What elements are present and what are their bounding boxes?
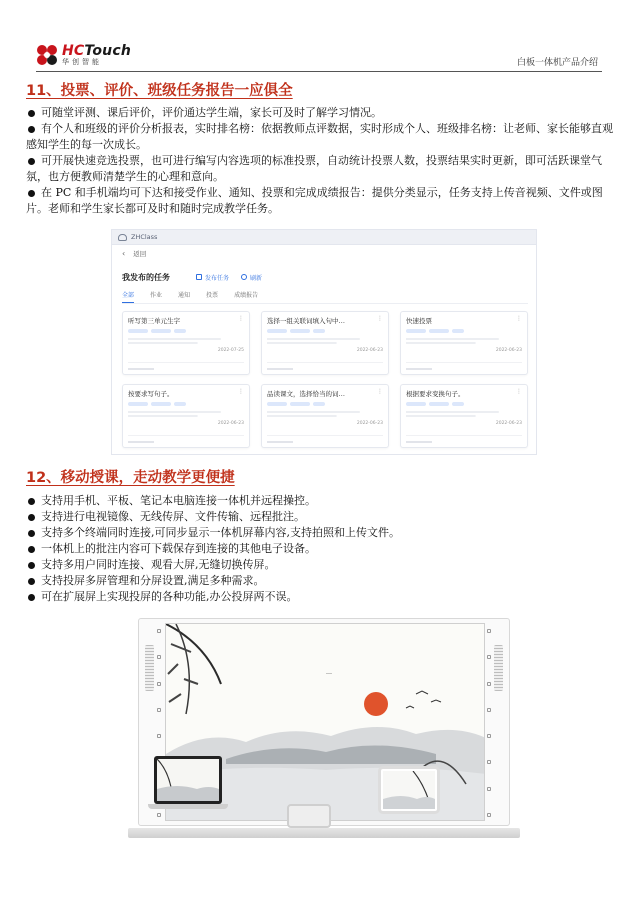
task-card-title: 根据要求变换句子。 xyxy=(406,390,465,398)
brand-name: HCTouch xyxy=(62,43,132,59)
bullet-item: 一体机上的批注内容可下载保存到连接的其他电子设备。 xyxy=(26,541,616,557)
more-icon[interactable]: ⋮ xyxy=(516,388,522,395)
task-footer xyxy=(128,435,244,443)
bullet-dot-icon xyxy=(28,190,35,197)
bullet-dot-icon xyxy=(28,546,35,553)
task-card[interactable] xyxy=(400,311,528,375)
svg-text:…: … xyxy=(326,669,332,676)
task-date: 2022-06-23 xyxy=(356,421,383,426)
hctouch-logo xyxy=(36,44,131,66)
bullet-dot-icon xyxy=(28,110,35,117)
section-12-bullets xyxy=(26,493,616,605)
back-link[interactable]: 返回 xyxy=(133,250,147,258)
bullet-dot-icon xyxy=(28,562,35,569)
bullet-dot-icon xyxy=(28,530,35,537)
bullet-item: 可在扩展屏上实现投屏的各种功能,办公投屏两不误。 xyxy=(26,589,616,605)
section-12-title: 12、移动授课，走动教学更便捷 xyxy=(26,470,235,486)
task-footer xyxy=(406,362,522,370)
task-card-grid xyxy=(122,311,528,448)
task-panel xyxy=(112,262,536,454)
tab-homework[interactable]: 作业 xyxy=(150,292,163,299)
task-date: 2022-06-23 xyxy=(356,348,383,353)
speaker-left-icon xyxy=(145,645,154,691)
page-title: 我发布的任务 xyxy=(122,272,170,282)
task-tags xyxy=(406,402,522,406)
more-icon[interactable]: ⋮ xyxy=(377,315,383,322)
tab-vote[interactable]: 投票 xyxy=(206,292,219,299)
brand-name-cn: 华创智能 xyxy=(62,58,102,66)
more-icon[interactable]: ⋮ xyxy=(238,315,244,322)
bullet-item: 支持多用户同时连接、观看大屏,无缝切换传屏。 xyxy=(26,557,616,573)
task-card[interactable] xyxy=(400,384,528,448)
tab-all[interactable]: 全部 xyxy=(122,290,134,303)
task-tags xyxy=(128,402,244,406)
task-card[interactable] xyxy=(261,384,389,448)
task-tags xyxy=(128,329,244,333)
bullet-item: 可开展快速竞选投票，也可进行编写内容选项的标准投票，自动统计投票人数，投票结果实时更新，即可活跃课堂气氛，也方便教师清楚学生的心理和意向。 xyxy=(26,154,602,183)
bullet-dot-icon xyxy=(28,578,35,585)
task-card-title: 选择一组关联词填入句中… xyxy=(267,317,345,325)
task-card-title: 快速投票 xyxy=(406,317,432,325)
section-11-title: 11、投票、评价、班级任务报告一应俱全 xyxy=(26,83,293,99)
bullet-item: 支持用手机、平板、笔记本电脑连接一体机并远程操控。 xyxy=(26,493,616,509)
bullet-item: 有个人和班级的评价分析报表，实时排名榜：依据教师点评数据，实时形成个人、班级排名榜：让老师、家长能够直观感知学生的每一次成长。 xyxy=(26,122,613,151)
bullet-dot-icon xyxy=(28,126,35,133)
task-date: 2022-06-23 xyxy=(495,348,522,353)
task-desc xyxy=(406,410,522,418)
zhclass-screenshot xyxy=(111,229,537,455)
whiteboard-product-image xyxy=(128,618,520,840)
more-icon[interactable]: ⋮ xyxy=(377,388,383,395)
task-card[interactable] xyxy=(122,311,250,375)
more-icon[interactable]: ⋮ xyxy=(238,388,244,395)
bullet-dot-icon xyxy=(28,594,35,601)
tablet-device xyxy=(378,766,440,814)
more-icon[interactable]: ⋮ xyxy=(516,315,522,322)
refresh-icon xyxy=(241,274,247,280)
task-tags xyxy=(267,402,383,406)
task-panel-header xyxy=(122,270,528,284)
task-date: 2022-06-23 xyxy=(495,421,522,426)
task-footer xyxy=(267,362,383,370)
task-desc xyxy=(267,410,383,418)
task-card-title: 按要求写句子。 xyxy=(128,390,174,398)
section-11-bullets xyxy=(26,105,616,217)
app-titlebar xyxy=(112,230,536,245)
task-card-title: 品读课文，选择恰当的词… xyxy=(267,390,345,398)
bullet-dot-icon xyxy=(28,514,35,521)
task-footer xyxy=(267,435,383,443)
app-nav xyxy=(112,245,536,262)
task-desc xyxy=(128,337,244,345)
task-date: 2022-07-25 xyxy=(217,348,244,353)
chevron-left-icon[interactable]: ‹ xyxy=(122,249,126,258)
task-footer xyxy=(406,435,522,443)
bullet-item: 支持投屏多屏管理和分屏设置,满足多种需求。 xyxy=(26,573,616,589)
task-tags xyxy=(267,329,383,333)
speaker-right-icon xyxy=(494,645,503,691)
bullet-item: 支持进行电视镜像、无线传屏、文件传输、远程批注。 xyxy=(26,509,616,525)
task-card-title: 听写第三单元生字 xyxy=(128,317,180,325)
page-header xyxy=(36,38,602,72)
app-name: ZHClass xyxy=(131,233,158,241)
refresh-button[interactable]: 刷新 xyxy=(241,273,262,282)
bullet-item: 支持多个终端同时连接,可同步显示一体机屏幕内容,支持拍照和上传文件。 xyxy=(26,525,616,541)
header-doc-title: 白板一体机产品介绍 xyxy=(516,58,598,68)
cloud-icon xyxy=(118,234,127,241)
tab-grade-report[interactable]: 成绩报告 xyxy=(234,292,259,299)
bullet-dot-icon xyxy=(28,498,35,505)
publish-task-button[interactable]: 发布任务 xyxy=(196,273,229,282)
bullet-item: 可随堂评测、课后评价，评价通达学生端，家长可及时了解学习情况。 xyxy=(26,105,616,121)
task-tabs xyxy=(122,290,528,304)
board-stand xyxy=(128,828,520,838)
task-card[interactable] xyxy=(122,384,250,448)
task-desc xyxy=(406,337,522,345)
task-desc xyxy=(267,337,383,345)
bullet-item: 在 PC 和手机端均可下达和接受作业、通知、投票和完成成绩报告：提供分类显示，任务支持上传音视频、文件或图片。老师和学生家长都可及时和随时完成教学任务。 xyxy=(26,186,603,215)
side-toolbar-right xyxy=(484,629,494,817)
task-tags xyxy=(406,329,522,333)
hctouch-logo-icon xyxy=(36,44,58,66)
phone-device xyxy=(287,804,331,828)
task-card[interactable] xyxy=(261,311,389,375)
tab-notice[interactable]: 通知 xyxy=(178,292,191,299)
task-footer xyxy=(128,362,244,370)
edit-icon xyxy=(196,274,202,280)
laptop-device xyxy=(148,756,228,814)
task-desc xyxy=(128,410,244,418)
task-date: 2022-06-23 xyxy=(217,421,244,426)
bullet-dot-icon xyxy=(28,158,35,165)
